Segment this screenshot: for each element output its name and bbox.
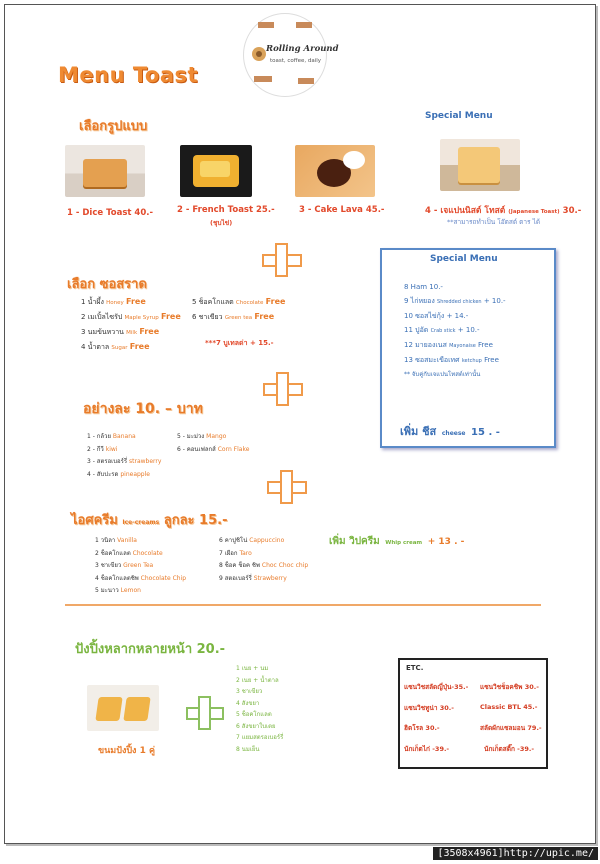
list-item: 5 ช็อคโกแลต Chocolate Free [192, 297, 286, 306]
divider [65, 604, 541, 606]
whip-price: + 13 . - [427, 537, 465, 547]
etc-item: ฮิตโรล 30.- [404, 724, 440, 732]
etc-title: ETC. [406, 664, 424, 672]
whip-en: Whip cream [385, 540, 423, 546]
special-style-price: 30.- [562, 206, 582, 216]
list-item: 5 ช็อคโกแลต [236, 711, 272, 718]
special-style-en: (Japanese Toast) [508, 209, 560, 215]
dice-toast-photo [65, 145, 145, 197]
list-item: 13 ซอสมะเขือเทศ ketchup Free [404, 356, 499, 364]
etc-item: แซนวิชช็อคชิพ 30.- [480, 683, 539, 691]
page-title: Menu Toast [58, 63, 199, 87]
list-item: 4 สังขยา [236, 699, 260, 707]
icecream-price: ลูกละ 15.- [163, 513, 228, 528]
logo-emblem-icon [244, 14, 326, 96]
list-item: 3 - สตรอเบอร์รี่ strawberry [87, 458, 162, 465]
list-item: 10 ซอสไข่กุ้ง + 14.- [404, 312, 469, 320]
list-item: 6 คาปูชิโน่ Cappuccino [219, 537, 285, 544]
list-item: 7 แยมสตรอเบอร์รี่ [236, 734, 284, 741]
section-title-fruit: อย่างละ 10. – บาท [83, 401, 203, 417]
logo [243, 13, 339, 97]
plus-icon-v [280, 470, 293, 504]
whip-th: เพิ่ม วิปครีม [329, 536, 380, 547]
special-style-caption [425, 203, 581, 217]
special-menu-label: Special Menu [425, 111, 493, 121]
list-item: 4 - สับปะรด pineapple [87, 470, 150, 478]
japanese-toast-photo [440, 139, 520, 191]
list-item: 8 ช็อค ช็อค ชิพ Choc Choc chip [219, 562, 309, 569]
list-item: 6 สังขยาใบเตย [236, 722, 276, 730]
list-item: 2 เมเปิ้ลไซรัป Maple Syrup Free [81, 312, 181, 321]
special-style-note: **สามารถทำเป็น โอ๊ตสต์ ตาร ได้ [447, 218, 541, 226]
etc-item: Classic BTL 45.- [480, 703, 538, 711]
list-item: 3 ชาเขียว [236, 688, 263, 695]
plus-icon-v [198, 696, 211, 730]
list-item: 12 มายองเนส Mayonaise Free [404, 341, 493, 349]
list-item: 6 - คอนเฟลกส์ Corn Flake [177, 445, 250, 453]
french-toast-photo [180, 145, 252, 197]
plus-icon-v [276, 372, 289, 406]
bread-photo [87, 685, 159, 731]
cake-lava-photo [295, 145, 375, 197]
etc-item: สลัดผักแซลมอน 79.- [480, 724, 542, 732]
section-title-icecream [71, 509, 227, 530]
style-caption-2-sub: (ชุบไข่) [210, 219, 233, 227]
list-item: 2 ช็อคโกแลต Chocolate [95, 549, 163, 557]
etc-box [398, 658, 548, 769]
list-item: 1 วนิลา Vanilla [95, 537, 137, 544]
cheese-addon [400, 420, 500, 440]
list-item: 2 - กีวี kiwi [87, 445, 118, 453]
topping-list-right [192, 295, 285, 325]
special-box-list [404, 280, 506, 382]
logo-tagline: toast, coffee, daily [270, 58, 322, 64]
icecream-th: ไอศครีม [71, 513, 118, 528]
cheese-en: cheese [441, 430, 466, 437]
style-caption-2: 2 - French Toast 25.- [177, 205, 275, 215]
logo-name: Rolling Around [266, 44, 339, 54]
special-box-note: ** จับคู่กับเจแปนโทสต์เท่านั้น [404, 371, 481, 378]
list-item: 4 น้ำตาล Sugar Free [81, 342, 150, 351]
style-caption-1: 1 - Dice Toast 40.- [67, 208, 154, 218]
list-item: 2 เนย + น้ำตาล [236, 676, 279, 684]
icecream-en: Ice-creams [122, 519, 160, 526]
list-item: 1 เนย + นม [236, 665, 269, 672]
bread-caption: ขนมปังปิ้ง 1 คู่ [98, 746, 156, 756]
list-item: 8 นมเย็น [236, 745, 260, 753]
list-item: 11 ปูอัด Crab stick + 10.- [404, 326, 480, 334]
list-item: 3 ชาเขียว Green Tea [95, 562, 154, 569]
menu-page [4, 4, 596, 844]
cheese-th: เพิ่ม ชีส [400, 425, 437, 438]
list-item: 9 ไก่หยอง Shredded chicken + 10.- [404, 297, 506, 305]
plus-icon-v [275, 243, 288, 277]
section-title-topping: เลือก ซอสราด [67, 277, 147, 292]
etc-item: แซนวิชทูน่า 30.- [404, 704, 454, 712]
list-item: 4 ช็อคโกแลตชิพ Chocolate Chip [95, 574, 187, 582]
style-caption-3: 3 - Cake Lava 45.- [299, 205, 385, 215]
fruit-list-left [87, 431, 161, 481]
list-item: 1 น้ำผึ้ง Honey Free [81, 297, 146, 306]
list-item: 6 ชาเขียว Green tea Free [192, 312, 275, 321]
special-style-label: 4 - เจแปนนิสต์ โทสต์ [425, 206, 506, 216]
etc-item: แซนวิชสลัดญี่ปุ่น-35.- [404, 683, 469, 691]
bread-list [236, 663, 283, 755]
fruit-list-right [177, 431, 249, 456]
special-menu-box [380, 248, 556, 448]
etc-item: นักเก็ตไก่ -39.- [404, 745, 450, 753]
list-item: 5 มะนาว Lemon [95, 587, 141, 594]
list-item: 8 Ham 10.- [404, 283, 443, 291]
section-title-bread: ปังปิ้งหลากหลายหน้า 20.- [75, 642, 226, 657]
list-item: 9 สตอเบอร์รี่ Strawberry [219, 574, 287, 582]
whip-cream-addon [329, 529, 464, 549]
list-item: 5 - มะม่วง Mango [177, 433, 227, 440]
list-item: 7 เผือก Taro [219, 549, 252, 557]
icecream-list-right [219, 535, 308, 585]
section-title-style: เลือกรูปแบบ [79, 119, 148, 134]
cheese-price: 15 . - [471, 427, 500, 438]
list-item: 1 - กล้วย Banana [87, 433, 136, 440]
topping-list-left [81, 295, 181, 355]
icecream-list-left [95, 535, 186, 598]
watermark: [3508x4961]http://upic.me/ [433, 847, 598, 860]
topping-extra: ***7 บูเทลด่า + 15.- [205, 339, 274, 347]
list-item: 3 นมข้นหวาน Milk Free [81, 327, 160, 336]
special-box-title: Special Menu [430, 254, 498, 264]
etc-item: นักเก็ตสติ๊ก -39.- [484, 745, 535, 753]
